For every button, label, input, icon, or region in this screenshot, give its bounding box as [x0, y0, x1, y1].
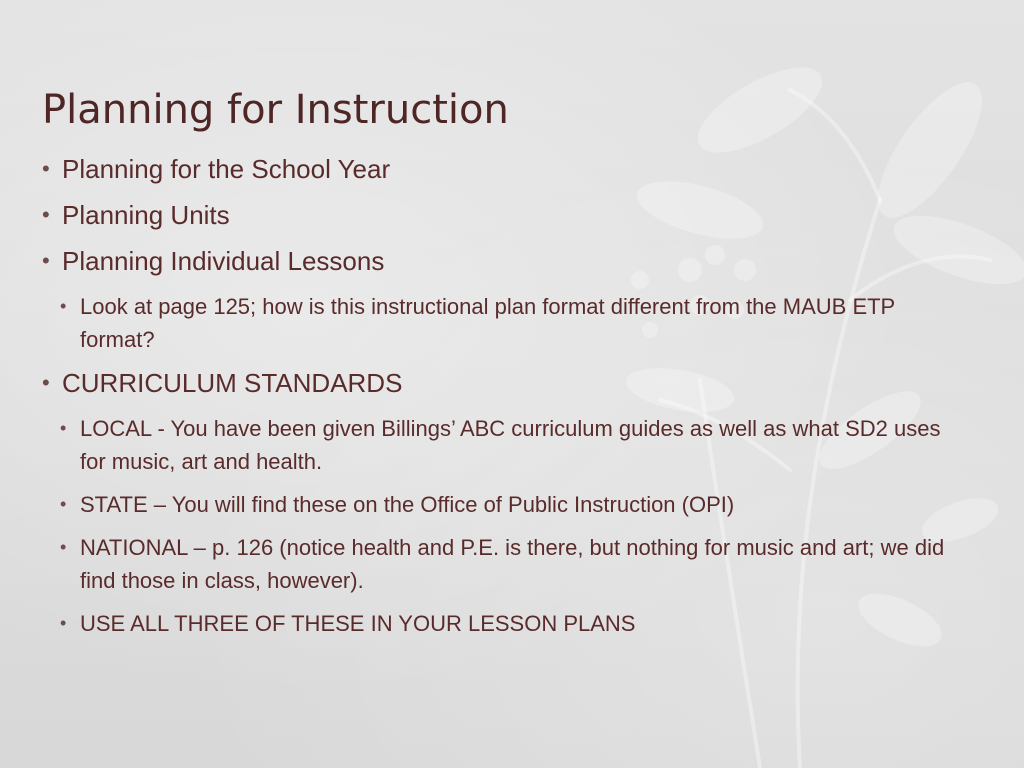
bullet-icon: •	[42, 202, 50, 227]
sub-bullet-item	[42, 607, 962, 640]
bullet-icon: •	[42, 248, 50, 273]
bullet-text: Planning for the School Year	[62, 154, 391, 184]
sub-bullet-item	[42, 488, 962, 521]
sub-bullet-item	[42, 290, 962, 356]
bullet-text: Look at page 125; how is this instructional plan format different from the MAUB ETP format?	[80, 294, 895, 352]
bullet-icon: •	[42, 156, 50, 181]
bullet-icon: •	[60, 613, 67, 633]
sub-bullet-item	[42, 412, 962, 478]
bullet-item	[42, 152, 962, 186]
slide-title: Planning for Instruction	[42, 87, 509, 133]
bullet-icon: •	[60, 537, 67, 557]
bullet-text: CURRICULUM STANDARDS	[62, 368, 403, 398]
bullet-text: Planning Individual Lessons	[62, 246, 385, 276]
bullet-item	[42, 366, 962, 400]
sub-bullet-item	[42, 531, 962, 597]
bullet-icon: •	[60, 296, 67, 316]
bullet-text: STATE – You will find these on the Office of Public Instruction (OPI)	[80, 492, 735, 517]
bullet-text: Planning Units	[62, 200, 230, 230]
bullet-item	[42, 244, 962, 278]
bullet-item	[42, 198, 962, 232]
bullet-text: NATIONAL – p. 126 (notice health and P.E. is there, but nothing for music and art; we did find those in class, however).	[80, 535, 945, 593]
bullet-icon: •	[60, 418, 67, 438]
bullet-list	[42, 152, 962, 650]
bullet-text: LOCAL - You have been given Billings’ ABC curriculum guides as well as what SD2 uses for music, art and health.	[80, 416, 941, 474]
bullet-icon: •	[42, 370, 50, 395]
bullet-icon: •	[60, 494, 67, 514]
bullet-text: USE ALL THREE OF THESE IN YOUR LESSON PLANS	[80, 611, 636, 636]
